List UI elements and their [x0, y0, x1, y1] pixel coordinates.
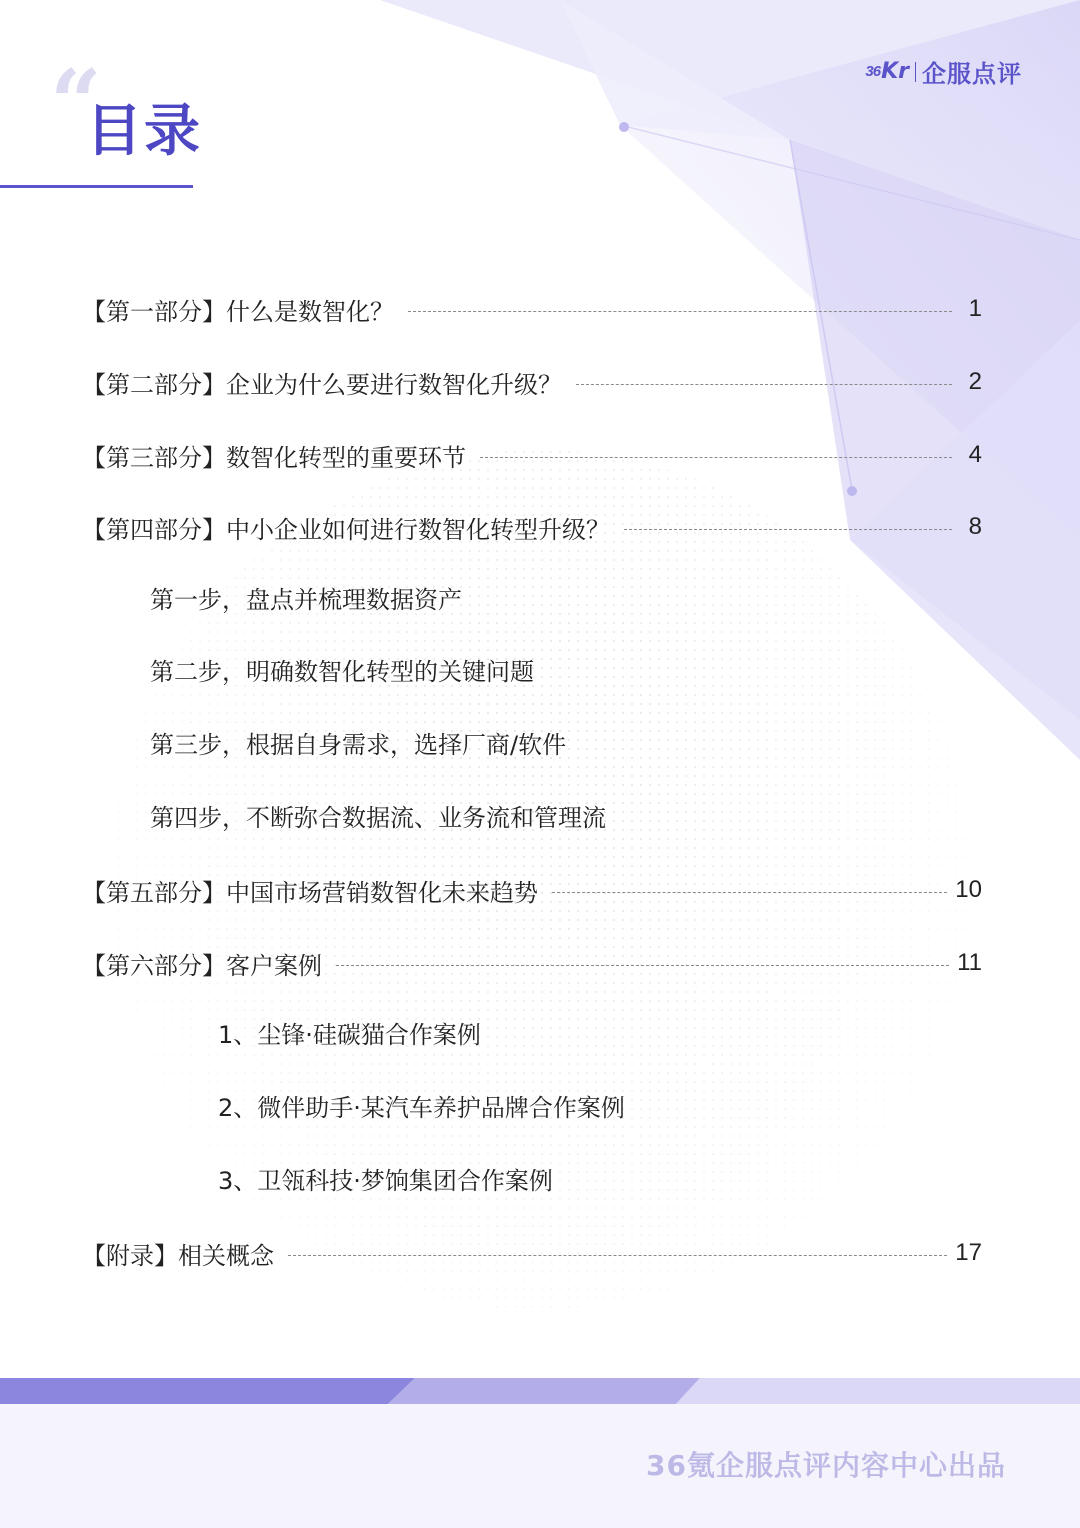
toc-entry[interactable]	[82, 870, 1000, 910]
page-title: 目录	[86, 99, 202, 164]
toc-entry-label: 【附录】相关概念	[82, 1241, 274, 1270]
band-dark	[0, 1378, 415, 1404]
toc-page-number: 8	[968, 513, 982, 540]
toc-leader	[576, 384, 952, 385]
toc-entry-label: 【第四部分】中小企业如何进行数智化转型升级？	[82, 515, 610, 544]
toc-entry-label: 【第六部分】客户案例	[82, 951, 322, 980]
toc-step[interactable]: 第三步，根据自身需求，选择厂商/软件	[150, 731, 567, 759]
toc-page-number: 4	[968, 441, 982, 468]
toc-page-number: 11	[957, 949, 982, 976]
toc-step[interactable]: 第一步，盘点并梳理数据资产	[150, 586, 462, 614]
toc-case[interactable]: 2、微伴助手·某汽车养护品牌合作案例	[218, 1094, 625, 1122]
decor-node-2	[847, 486, 857, 496]
band-light	[676, 1378, 1080, 1404]
toc-entry-label: 【第一部分】什么是数智化？	[82, 297, 394, 326]
brand-name: 企服点评	[922, 60, 1022, 88]
toc-entry-label: 【第五部分】中国市场营销数智化未来趋势	[82, 878, 538, 907]
footer-credit: 36氪企服点评内容中心出品	[646, 1449, 1006, 1482]
toc-leader	[336, 965, 949, 966]
brand-logo	[865, 54, 1022, 89]
band-mid	[388, 1378, 700, 1404]
toc-leader	[552, 892, 947, 893]
toc-step[interactable]: 第二步，明确数智化转型的关键问题	[150, 658, 534, 686]
toc-page-number: 17	[955, 1239, 982, 1266]
quote-mark: “	[50, 50, 102, 156]
toc-step[interactable]: 第四步，不断弥合数据流、业务流和管理流	[150, 804, 606, 832]
toc-entry[interactable]	[82, 435, 1000, 475]
toc-entry[interactable]	[82, 1233, 1000, 1273]
toc-leader	[288, 1255, 947, 1256]
brand-logo-kr: Kr	[881, 59, 909, 84]
brand-separator	[915, 62, 916, 82]
toc-case[interactable]: 1、尘锋·硅碳猫合作案例	[218, 1021, 481, 1049]
toc-page-number: 10	[955, 876, 982, 903]
toc-leader	[408, 311, 952, 312]
toc-case[interactable]: 3、卫瓴科技·梦饷集团合作案例	[218, 1167, 553, 1195]
toc-entry-label: 【第二部分】企业为什么要进行数智化升级？	[82, 370, 562, 399]
toc-page-number: 2	[968, 368, 982, 395]
toc-entry[interactable]	[82, 507, 1000, 547]
toc-entry[interactable]	[82, 943, 1000, 983]
title-underline	[0, 185, 193, 188]
toc-entry[interactable]	[82, 362, 1000, 402]
toc-leader	[480, 457, 952, 458]
brand-logo-36: 36	[865, 63, 881, 80]
toc-entry-label: 【第三部分】数智化转型的重要环节	[82, 443, 466, 472]
toc-entry[interactable]	[82, 289, 1000, 329]
toc-page-number: 1	[968, 295, 982, 322]
toc-leader	[624, 529, 952, 530]
decor-node-1	[619, 122, 629, 132]
